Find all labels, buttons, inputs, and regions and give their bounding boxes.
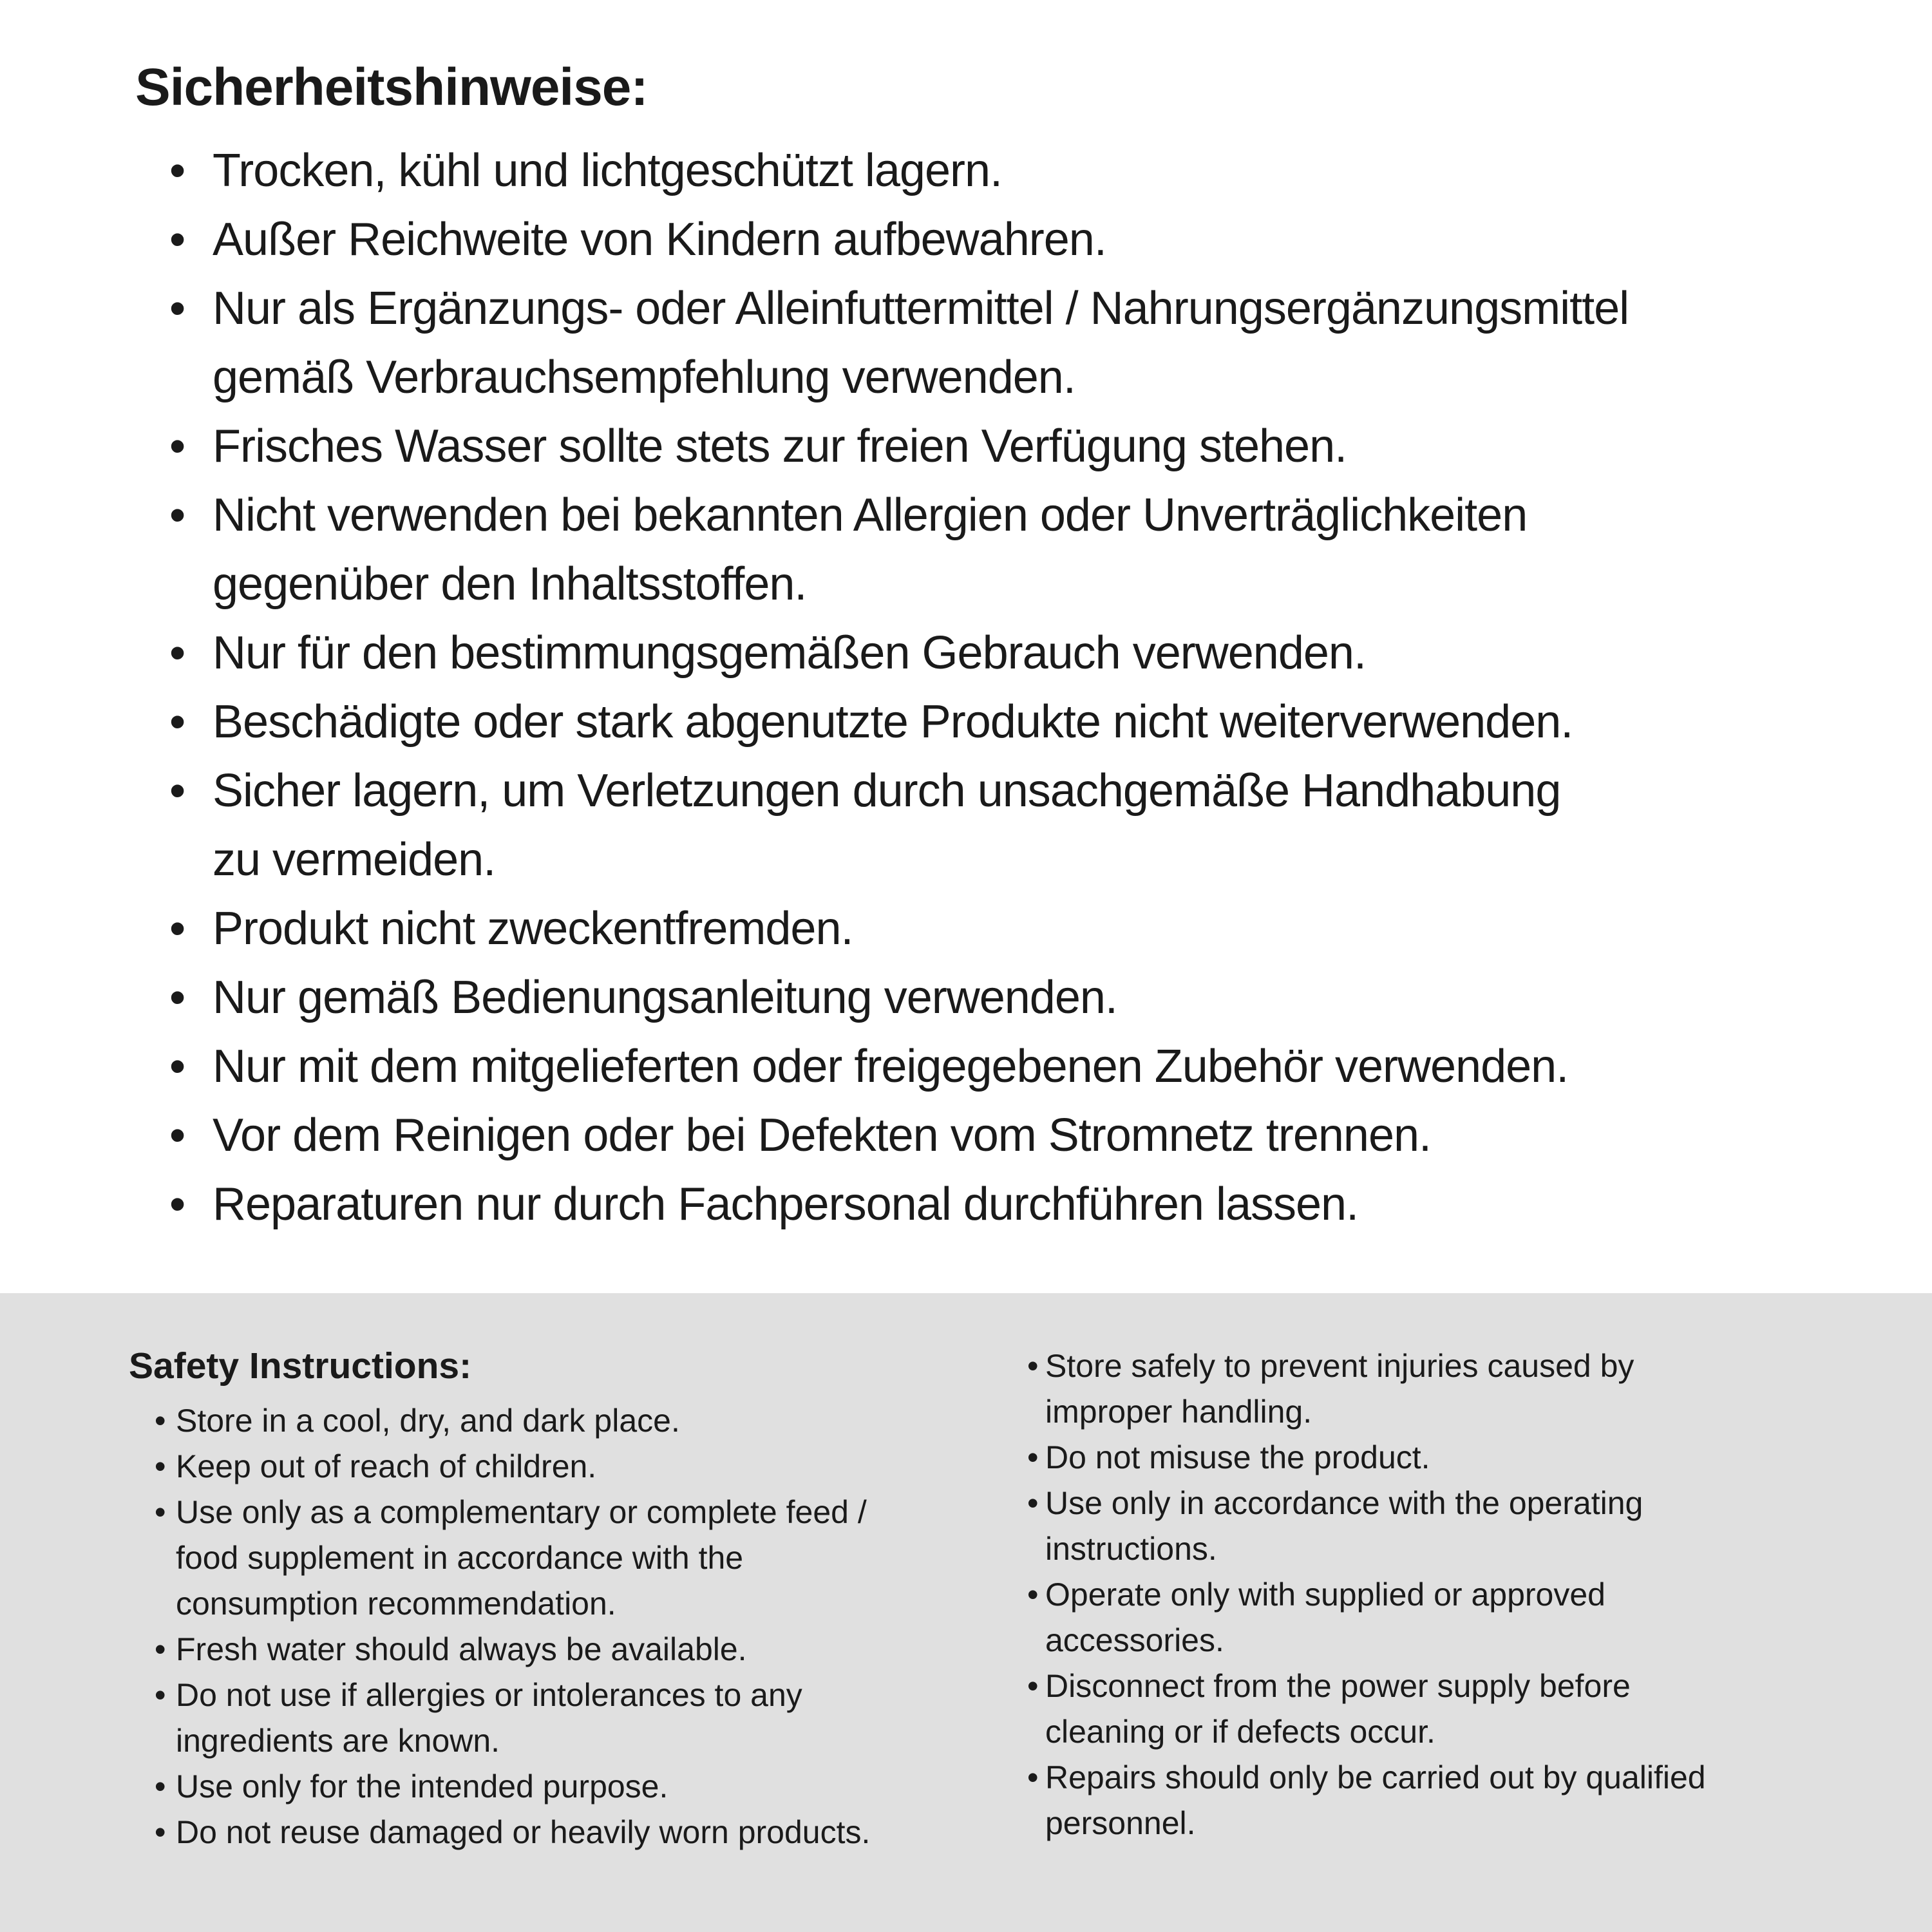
bullet-text-continuation: ingredients are known. — [176, 1723, 500, 1759]
list-item — [1027, 1435, 1922, 1481]
bullet-text: Do not reuse damaged or heavily worn products. — [176, 1814, 871, 1850]
bullet-icon: • — [169, 421, 185, 472]
bullet-icon: • — [1027, 1759, 1039, 1795]
bullet-icon: • — [169, 283, 185, 334]
list-item — [1027, 1343, 1922, 1435]
list-item — [169, 137, 1876, 205]
bullet-icon: • — [155, 1403, 166, 1439]
list-item — [155, 1764, 992, 1810]
english-heading: Safety Instructions: — [129, 1345, 472, 1387]
list-item — [169, 274, 1876, 412]
bullet-text: Nur für den bestimmungsgemäßen Gebrauch verwenden. — [213, 627, 1366, 679]
english-right-column — [1027, 1343, 1922, 1846]
list-item — [1027, 1481, 1922, 1572]
bullet-icon: • — [1027, 1668, 1039, 1704]
bullet-icon: • — [169, 627, 185, 679]
list-item — [169, 619, 1876, 688]
list-item — [155, 1398, 992, 1444]
bullet-text: Store in a cool, dry, and dark place. — [176, 1403, 680, 1439]
bullet-text: Trocken, kühl und lichtgeschützt lagern. — [213, 145, 1003, 196]
list-item — [155, 1444, 992, 1490]
bullet-icon: • — [169, 696, 185, 748]
bullet-icon: • — [155, 1768, 166, 1804]
bullet-icon: • — [169, 972, 185, 1023]
german-bullet-list — [169, 137, 1876, 1239]
bullet-icon: • — [169, 903, 185, 954]
bullet-icon: • — [155, 1448, 166, 1484]
bullet-text: Repairs should only be carried out by qualified — [1045, 1759, 1706, 1795]
bullet-icon: • — [1027, 1485, 1039, 1521]
bullet-text: Store safely to prevent injuries caused by — [1045, 1348, 1634, 1384]
bullet-icon: • — [1027, 1577, 1039, 1613]
bullet-text: Fresh water should always be available. — [176, 1631, 747, 1667]
english-right-bullet-list — [1027, 1343, 1922, 1846]
bullet-text: Do not use if allergies or intolerances to any — [176, 1677, 802, 1713]
list-item — [169, 757, 1876, 895]
bullet-icon: • — [155, 1494, 166, 1530]
bullet-text: Operate only with supplied or approved — [1045, 1577, 1605, 1613]
bullet-icon: • — [169, 1041, 185, 1092]
bullet-text-continuation: consumption recommendation. — [176, 1586, 616, 1622]
bullet-icon: • — [169, 1110, 185, 1161]
english-section — [0, 1293, 1932, 1932]
bullet-text: Keep out of reach of children. — [176, 1448, 597, 1484]
list-item — [169, 205, 1876, 274]
bullet-icon: • — [155, 1631, 166, 1667]
bullet-icon: • — [1027, 1348, 1039, 1384]
list-item — [169, 1170, 1876, 1239]
bullet-text: Disconnect from the power supply before — [1045, 1668, 1631, 1704]
bullet-icon: • — [169, 214, 185, 265]
bullet-text: Produkt nicht zweckentfremden. — [213, 903, 853, 954]
bullet-text: Nur gemäß Bedienungsanleitung verwenden. — [213, 972, 1117, 1023]
list-item — [155, 1810, 992, 1855]
list-item — [169, 963, 1876, 1032]
bullet-icon: • — [169, 765, 185, 817]
bullet-text: Do not misuse the product. — [1045, 1439, 1430, 1475]
bullet-icon: • — [169, 145, 185, 196]
list-item — [155, 1627, 992, 1672]
bullet-text: Reparaturen nur durch Fachpersonal durchführen lassen. — [213, 1179, 1359, 1230]
bullet-text: Frisches Wasser sollte stets zur freien Verfügung stehen. — [213, 421, 1347, 472]
list-item — [169, 688, 1876, 757]
bullet-icon: • — [169, 1179, 185, 1230]
bullet-text: Nur mit dem mitgelieferten oder freigegebenen Zubehör verwenden. — [213, 1041, 1569, 1092]
bullet-text-continuation: improper handling. — [1045, 1394, 1312, 1430]
english-left-column — [129, 1343, 992, 1855]
bullet-text: Außer Reichweite von Kindern aufbewahren. — [213, 214, 1106, 265]
list-item — [169, 412, 1876, 481]
bullet-text-continuation: gemäß Verbrauchsempfehlung verwenden. — [213, 352, 1075, 403]
list-item — [1027, 1572, 1922, 1663]
bullet-icon: • — [155, 1814, 166, 1850]
bullet-text: Vor dem Reinigen oder bei Defekten vom Stromnetz trennen. — [213, 1110, 1432, 1161]
list-item — [169, 481, 1876, 619]
bullet-text-continuation: zu vermeiden. — [213, 834, 496, 886]
bullet-text: Nicht verwenden bei bekannten Allergien oder Unverträglichkeiten — [213, 489, 1528, 541]
bullet-text: Use only as a complementary or complete feed / — [176, 1494, 867, 1530]
bullet-text: Nur als Ergänzungs- oder Alleinfuttermittel / Nahrungsergänzungsmittel — [213, 283, 1629, 334]
english-left-bullet-list — [155, 1398, 992, 1855]
bullet-text: Use only for the intended purpose. — [176, 1768, 668, 1804]
list-item — [169, 1032, 1876, 1101]
list-item — [1027, 1663, 1922, 1755]
list-item — [155, 1490, 992, 1627]
bullet-text-continuation: cleaning or if defects occur. — [1045, 1714, 1435, 1750]
bullet-icon: • — [1027, 1439, 1039, 1475]
bullet-text-continuation: gegenüber den Inhaltsstoffen. — [213, 558, 807, 610]
bullet-text: Sicher lagern, um Verletzungen durch unsachgemäße Handhabung — [213, 765, 1561, 817]
bullet-text-continuation: food supplement in accordance with the — [176, 1540, 744, 1576]
bullet-text-continuation: personnel. — [1045, 1805, 1196, 1841]
bullet-icon: • — [155, 1677, 166, 1713]
list-item — [1027, 1755, 1922, 1846]
bullet-text: Use only in accordance with the operating — [1045, 1485, 1643, 1521]
bullet-text-continuation: accessories. — [1045, 1622, 1224, 1658]
bullet-text-continuation: instructions. — [1045, 1531, 1217, 1567]
list-item — [169, 1101, 1876, 1170]
bullet-text: Beschädigte oder stark abgenutzte Produkte nicht weiterverwenden. — [213, 696, 1573, 748]
list-item — [155, 1672, 992, 1764]
list-item — [169, 895, 1876, 963]
german-title: Sicherheitshinweise: — [135, 58, 648, 117]
bullet-icon: • — [169, 489, 185, 541]
